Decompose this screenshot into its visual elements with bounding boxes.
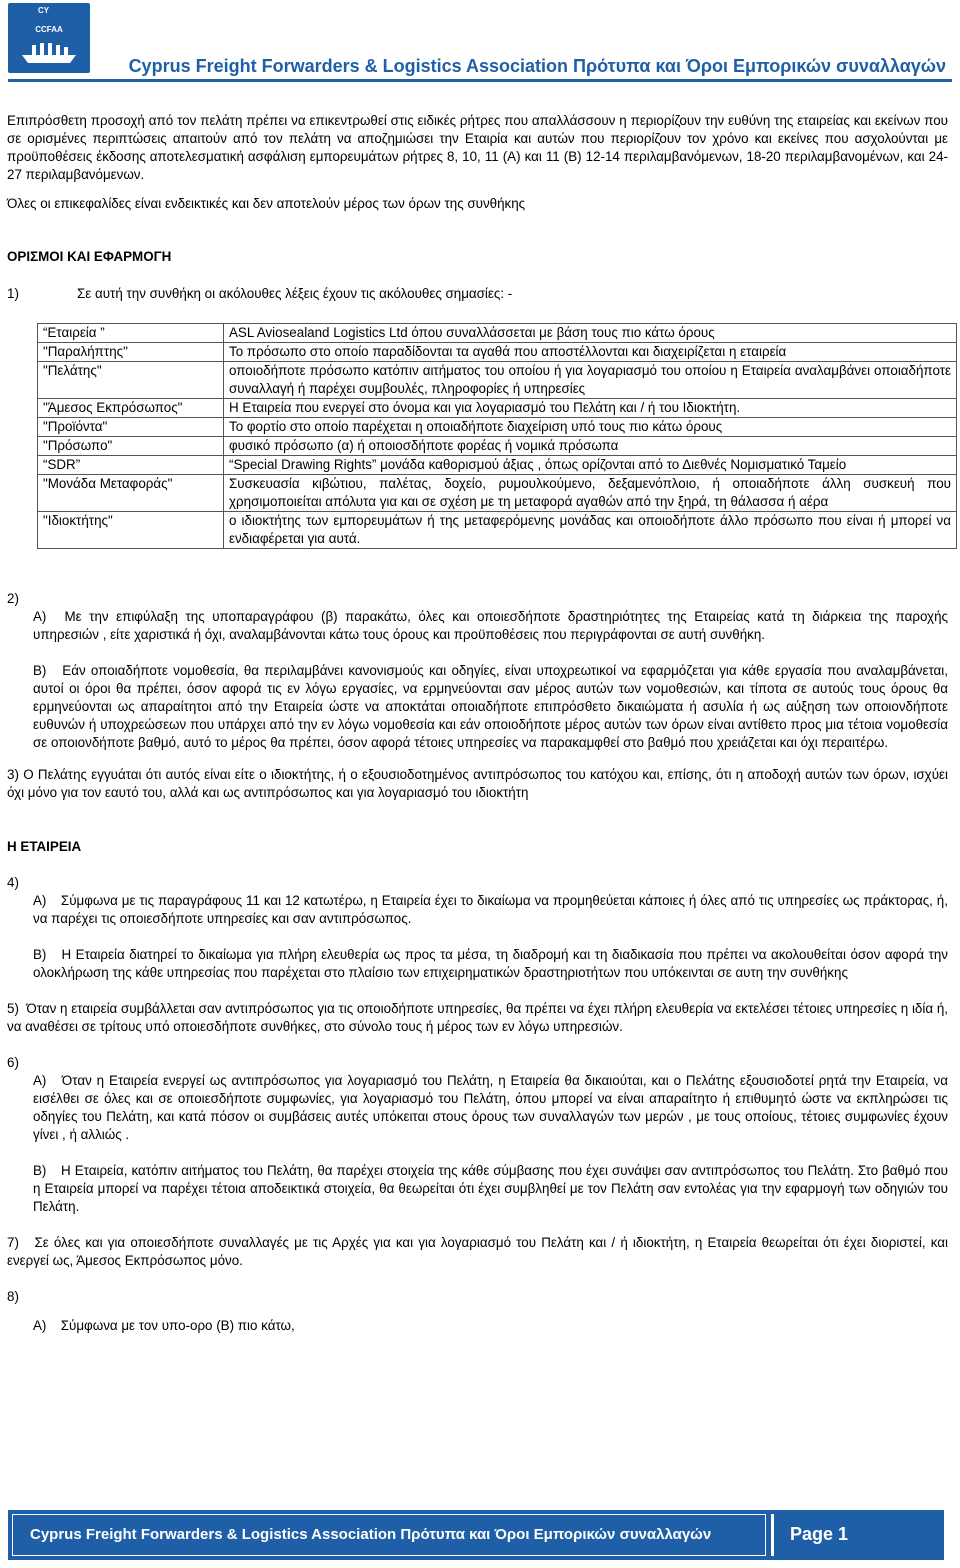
- definition-row: [38, 512, 957, 549]
- clause-2b: [33, 662, 948, 752]
- clause-number: 7): [7, 1235, 19, 1250]
- definition-row: [38, 399, 957, 418]
- definition-row: [38, 437, 957, 456]
- definition-meaning: Το πρόσωπο στο οποίο παραδίδονται τα αγαθά που αποστέλλονται και διαχειρίζεται η εταιρεία: [224, 343, 957, 362]
- definition-meaning: ASL Aviosealand Logistics Ltd όπου συναλλάσσεται με βάση τους πιο κάτω όρους: [224, 324, 957, 343]
- clause-text: Σε όλες και για οποιεσδήποτε συναλλαγές με τις Αρχές για και για λογαριασμό του Πελάτη και / ή ιδιοκτήτη, η Εταιρεία θεωρείται ότι έχει διοριστεί, και ενεργεί ως, Άμεσος Εκπρόσωπος μόνο.: [7, 1235, 948, 1268]
- definitions-table: [37, 323, 957, 549]
- clause-number: 5): [7, 1001, 19, 1016]
- definition-meaning: Το φορτίο στο οποίο παρέχεται η οποιαδήποτε διαχείριση υπό τους πιο κάτω όρους: [224, 418, 957, 437]
- page-number-box: [771, 1514, 944, 1556]
- definition-meaning: ο ιδιοκτήτης των εμπορευμάτων ή της μεταφερόμενης μονάδας και οποιοδήποτε άλλο πρόσωπο που είναι ή μπορεί να ενδιαφέρεται για αυτά.: [224, 512, 957, 549]
- clause-text: Σύμφωνα με τις παραγράφους 11 και 12 κατωτέρω, η Εταιρεία έχει το δικαίωμα να προμηθεύεται κάποιες ή όλες από τις υπηρεσίες ως πράκτορας, ή, να παρέχει τις οποιεσδήποτε υπηρεσίες και σαν αντιπρόσωπος.: [33, 893, 948, 926]
- intro-paragraph: Επιπρόσθετη προσοχή από τον πελάτη πρέπει να επικεντρωθεί στις ειδικές ρήτρες που απαλλάσσουν η περιορίζουν την ευθύνη της εταιρείας και εκείνων που σε ορισμένες περιπτώσεις απαιτούν από τον πελάτη να αποζημιώσει την Εταιρία και αυτών που περιορίζουν τον χρόνο και εκείνες που ασχολούνται με προϋποθέσεις έκδοσης αποτελεσματική ασφάλιση εμπορευμάτων ρήτρες 8, 10, 11 (Α) και 11 (Β) 12-14 περιλαμβανόμενων, 18-20 περιλαμβανομένων, και 24-27 περιλαμβανόμενων.: [7, 113, 948, 182]
- clause-text: Η Εταιρεία διατηρεί το δικαίωμα για πλήρη ελευθερία ως προς τα μέσα, τη διαδρομή και τη διαδικασία που πρέπει να ακολουθείται όσον αφορά την ολοκλήρωση της κάθε υπηρεσίας που παρέχεται στο πλαίσιο των επιχειρηματικών δραστηριοτήτων που υπόκεινται σε αυτη την συνθήκης: [33, 947, 948, 980]
- document-body: [7, 112, 951, 1335]
- definition-term: "Προϊόντα": [38, 418, 224, 437]
- logo-ccfaa-text: CCFAA: [35, 25, 63, 34]
- clause-text: Ο Πελάτης εγγυάται ότι αυτός είναι είτε ο ιδιοκτήτης, ή ο εξουσιοδοτημένος αντιπρόσωπος του κατόχου και, επίσης, ότι η αποδοχή αυτών των όρων, ισχύει όχι μόνο για τον εαυτό του, αλλά και ως αντιπρόσωπος και για λογαριασμό του ιδιοκτήτη: [7, 767, 948, 800]
- clause-number: 1): [7, 286, 19, 301]
- page-footer: [8, 1510, 944, 1560]
- definition-term: "Μονάδα Μεταφοράς": [38, 475, 224, 512]
- section-heading-company: Η ΕΤΑΙΡΕΙΑ: [7, 839, 82, 854]
- footer-title: Cyprus Freight Forwarders & Logistics Association Πρότυπα και Όροι Εμπορικών συναλλαγών: [30, 1526, 712, 1543]
- definition-row: [38, 362, 957, 399]
- clause-6a: [33, 1072, 948, 1144]
- clause-5: [7, 1000, 948, 1036]
- clause-4b: [33, 946, 948, 982]
- clause-label: Α): [33, 893, 47, 908]
- clause-8a: [33, 1317, 948, 1335]
- clause-text: Όταν η εταιρεία συμβάλλεται σαν αντιπρόσωπος για τις οποιοδήποτε υπηρεσίες, θα πρέπει να έχει πλήρη ελευθερία να εκτελέσει τέτοιες υπηρεσίες η ιδία ή, να αναθέσει σε τρίτους υπό οποιεσδήποτε συνθήκες, στο σύνολο τους ή μέρος των εν λόγω υπηρεσιών.: [7, 1001, 948, 1034]
- definition-term: "Ιδιοκτήτης": [38, 512, 224, 549]
- definition-row: [38, 343, 957, 362]
- ship-icon: [18, 39, 80, 65]
- headings-note: Όλες οι επικεφαλίδες είναι ενδεικτικές και δεν αποτελούν μέρος των όρων της συνθήκης: [7, 196, 526, 211]
- clause-text: Με την επιφύλαξη της υποπαραγράφου (β) παρακάτω, όλες και οποιεσδήποτε δραστηριότητες της Εταιρείας κατά τη διάρκεια της παροχής υπηρεσιών , είτε χαριστικά ή όχι, αναλαμβάνονται κάτω τους όρους και προϋποθέσεις που περιγράφονται σε αυτή συνθήκη.: [33, 609, 948, 642]
- clause-4a: [33, 892, 948, 928]
- clause-number-4: 4): [7, 875, 19, 890]
- section-heading-definitions: ΟΡΙΣΜΟΙ ΚΑΙ ΕΦΑΡΜΟΓΗ: [7, 249, 172, 264]
- header-divider: [8, 79, 952, 82]
- clause-number-8: 8): [7, 1289, 19, 1304]
- clause-text: Σε αυτή την συνθήκη οι ακόλουθες λέξεις έχουν τις ακόλουθες σημασίες: -: [77, 286, 513, 301]
- clause-text: Εάν οποιαδήποτε νομοθεσία, θα περιλαμβάνει κανονισμούς και οδηγίες, είναι υποχρεωτικοί να εφαρμόζεται για κάθε εργασία που αναλαμβάνεται, αυτοί οι όροι θα πρέπει, όσον αφορά τις εν λόγω εργασίες, να ερμηνεύονται σαν μέρος αυτών των νομοθεσιών, και τίποτα σε αυτούς τους όρους θα ερμηνεύονται ως απαραίτητοι από την Εταιρεία ώστε να αποκτάται οποιαδήποτε επιπρόσθετο δικαιώματα ή ασυλία ή ως αύξηση των οποιονδήποτε ευθυνών ή υποχρεώσεων που υπάρχει από την εν λόγω νομοθεσία και εάν οποιοδήποτε μέρος αυτών των όρων είναι αντίθετο προς μια τέτοια νομοθεσία σε οποιονδήποτε βαθμό, αυτό το μέρος θα πρέπει, όσον αφορά τέτοιες υπηρεσίες να παρακαμφθεί στο βαθμό που χρειάζεται και όχι περαιτέρω.: [33, 663, 948, 750]
- clause-number: 3): [7, 767, 19, 782]
- clause-number-2: 2): [7, 591, 19, 606]
- definition-meaning: φυσικό πρόσωπο (α) ή οποιοσδήποτε φορέας ή νομικά πρόσωπα: [224, 437, 957, 456]
- clause-label: Α): [33, 1318, 47, 1333]
- definition-term: "Άμεσος Εκπρόσωπος": [38, 399, 224, 418]
- clause-6b: [33, 1162, 948, 1216]
- definition-term: “SDR”: [38, 456, 224, 475]
- logo-cy-text: CY: [38, 6, 50, 15]
- definition-meaning: “Special Drawing Rights” μονάδα καθορισμού άξιας , όπως ορίζονται από το Διεθνές Νομισματικό Ταμείο: [224, 456, 957, 475]
- definition-term: “Εταιρεία ”: [38, 324, 224, 343]
- definition-meaning: Η Εταιρεία που ενεργεί στο όνομα και για λογαριασμό του Πελάτη και / ή του Ιδιοκτήτη.: [224, 399, 957, 418]
- clause-label: Α): [33, 609, 47, 624]
- clause-label: Β): [33, 1163, 47, 1178]
- clause-number-6: 6): [7, 1055, 19, 1070]
- definition-term: "Πρόσωπο": [38, 437, 224, 456]
- clause-7: [7, 1234, 948, 1270]
- definition-row: [38, 475, 957, 512]
- definition-row: [38, 456, 957, 475]
- clause-text: Όταν η Εταιρεία ενεργεί ως αντιπρόσωπος για λογαριασμό του Πελάτη, η Εταιρεία θα δικαιούται, και ο Πελάτης εξουσιοδοτεί ρητά την Εταιρεία, να εισέλθει σε όλες και σε οποιεσδήποτε συμφωνίες, για λογαριασμό του Πελάτη, όπου μπορεί να είναι απαραίτητο ή επιθυμητό ώστε να εκπληρώσει τις οδηγίες του Πελάτη, και κατά πόσον οι συμβάσεις αυτές υπόκειται στους όρους των συναλλαγών των μερών , με τους οποίους, τέτοιες συμφωνίες έχουν γίνει , ή αλλιώς .: [33, 1073, 948, 1142]
- clause-label: Β): [33, 663, 47, 678]
- ccfaa-logo: [8, 3, 90, 73]
- clause-label: Β): [33, 947, 47, 962]
- clause-text: Σύμφωνα με τον υπο-ορο (Β) πιο κάτω,: [60, 1318, 295, 1333]
- clause-3: [7, 766, 948, 802]
- clause-text: Η Εταιρεία, κατόπιν αιτήματος του Πελάτη, θα παρέχει στοιχεία της κάθε σύμβασης που έχει συνάψει σαν αντιπρόσωπος του Πελάτη. Στο βαθμό που η Εταιρεία μπορεί να παρέχει τέτοια αποδεικτικά στοιχεία, θα θεωρείται ότι έχει συμβληθεί με τον Πελάτη σαν εντολέας για την εφαρμογή των οδηγιών του Πελάτη.: [33, 1163, 948, 1214]
- definition-row: [38, 418, 957, 437]
- definition-meaning: οποιοδήποτε πρόσωπο κατόπιν αιτήματος του οποίου ή για λογαριασμό του οποίου η Εταιρεία αναλαμβάνει οποιαδήποτε συναλλαγή ή παρέχει συμβουλές, πληροφορίες ή υπηρεσίες: [224, 362, 957, 399]
- clause-label: Α): [33, 1073, 47, 1088]
- header-title: Cyprus Freight Forwarders & Logistics Association Πρότυπα και Όροι Εμπορικών συναλλαγών: [128, 56, 946, 76]
- page-number: Page 1: [790, 1524, 849, 1544]
- clause-1: [7, 285, 948, 303]
- definition-term: "Πελάτης": [38, 362, 224, 399]
- definition-row: [38, 324, 957, 343]
- clause-2a: [33, 608, 948, 644]
- definition-term: "Παραλήπτης": [38, 343, 224, 362]
- page-header: [0, 0, 960, 82]
- definition-meaning: Συσκευασία κιβώτιου, παλέτας, δοχείο, ρυμουλκούμενο, δεξαμενόπλοιο, ή οποιαδήποτε άλλη συσκευή που χρησιμοποιείται απόλυτα για και σε σχέση με τη μεταφορά αγαθών από την ξηρά, τη θάλασσα ή αέρα: [224, 475, 957, 512]
